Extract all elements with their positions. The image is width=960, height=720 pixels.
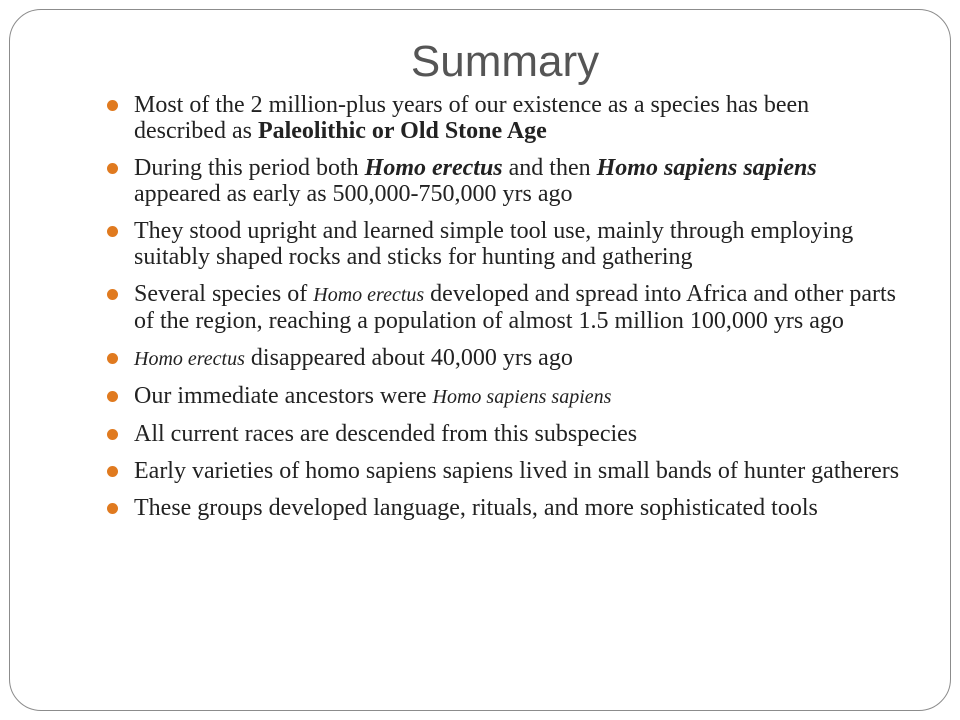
bullet-segment: Several species of: [134, 281, 314, 307]
bullet-segment: These groups developed language, rituals, and more sophisticated tools: [134, 495, 818, 521]
slide-title: Summary: [410, 37, 600, 86]
bullet-item: [104, 421, 904, 447]
bullet-segment: Homo sapiens sapiens: [432, 386, 612, 408]
bullet-text: [134, 458, 899, 484]
bullet-item: [104, 92, 904, 144]
bullet-segment: Our immediate ancestors were: [134, 383, 433, 409]
bullet-dot-icon: [107, 100, 118, 111]
bullet-item: [104, 155, 904, 207]
bullet-dot-icon: [107, 163, 118, 174]
bullet-segment: Homo sapiens sapiens: [596, 155, 817, 181]
bullet-text: [134, 281, 896, 334]
bullet-segment: Early varieties of homo sapiens sapiens lived in small bands of hunter gatherers: [134, 458, 900, 484]
bullet-text: [134, 92, 809, 144]
bullet-text: [134, 345, 573, 371]
bullet-text: [134, 383, 611, 409]
bullet-text: [134, 155, 817, 207]
bullet-dot-icon: [107, 429, 118, 440]
bullet-segment: disappeared about 40,000 yrs ago: [244, 345, 573, 371]
bullet-dot-icon: [107, 353, 118, 364]
bullet-segment: Homo erectus: [364, 155, 503, 181]
bullet-segment: During this period both: [134, 155, 365, 181]
bullet-item: [104, 495, 904, 521]
bullet-segment: Most of the 2 million-plus years of our existence as a species has been described as: [134, 92, 810, 144]
bullet-item: [104, 281, 904, 334]
bullet-text: [134, 218, 853, 270]
bullet-segment: All current races are descended from this subspecies: [134, 421, 638, 447]
bullet-dot-icon: [107, 289, 118, 300]
bullet-segment: Paleolithic or Old Stone Age: [257, 118, 547, 144]
bullet-item: [104, 383, 904, 410]
bullet-text: [134, 421, 637, 447]
bullet-segment: Homo erectus: [313, 284, 425, 306]
bullet-dot-icon: [107, 226, 118, 237]
bullet-dot-icon: [107, 391, 118, 402]
bullet-item: [104, 458, 904, 484]
bullet-item: [104, 218, 904, 270]
bullet-dot-icon: [107, 503, 118, 514]
bullet-segment: developed and spread into Africa and other parts of the region, reaching a population of almost 1.5 million 100,000 yrs ago: [134, 281, 897, 334]
bullet-segment: and then: [502, 155, 597, 181]
bullet-item: [104, 345, 904, 372]
bullet-segment: Homo erectus: [134, 348, 245, 370]
bullet-segment: appeared as early as 500,000-750,000 yrs ago: [134, 181, 573, 207]
bullet-segment: They stood upright and learned simple tool use, mainly through employing suitably shaped rocks and sticks for hunting and gathering: [134, 218, 854, 270]
bullet-text: [134, 495, 818, 521]
bullet-dot-icon: [107, 466, 118, 477]
bullet-list: [104, 92, 904, 532]
